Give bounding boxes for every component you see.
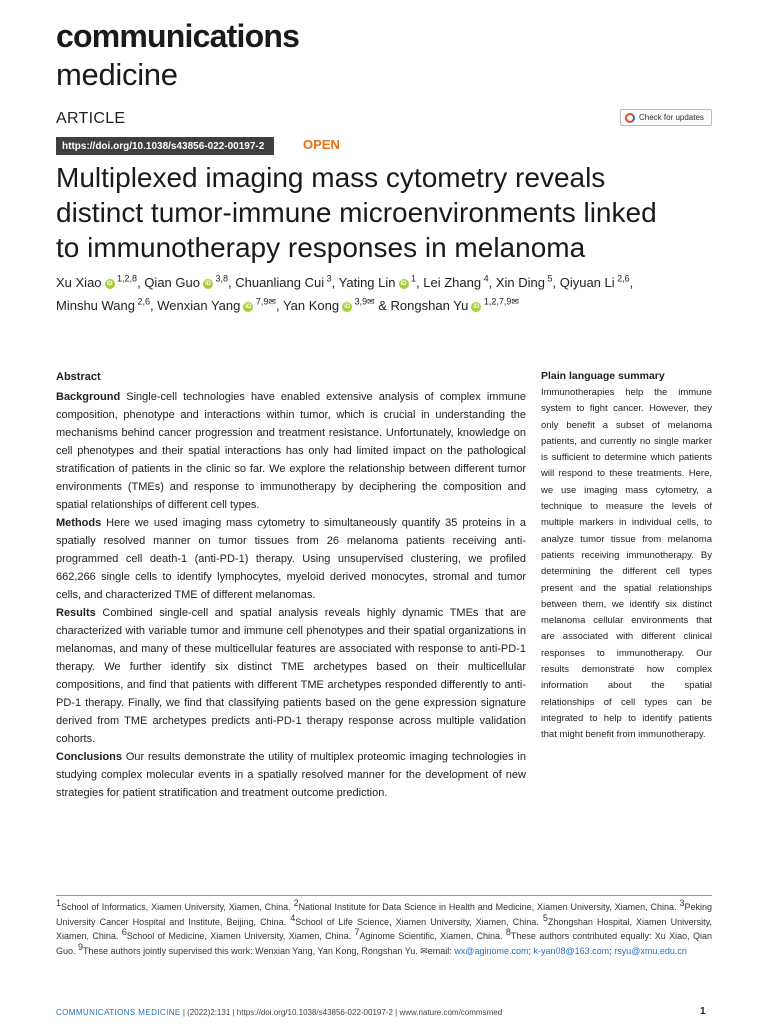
footnote-text: National Institute for Data Science in Health and Medicine, Xiamen University, Xiamen, China. — [298, 902, 680, 912]
open-access-label: OPEN — [303, 137, 340, 152]
title-line: distinct tumor-immune microenvironments linked — [56, 197, 657, 228]
author-list: Xu Xiao iD $^{1,2,8}$, Qian Guo iD $^{3,8}$, Chuanliang Cui $^3$, Yating Lin iD $^1$, Lei Zhang $^4$, Xin Ding $^5$, Qiyuan Li $^{2,6}$, Minshu Wang $^{2,6}$, Wenxian Yang iD $^{7,9✉}$, Yan Kong iD $^{3,9✉}$ & Rongshan Yu iD $^{1,2,7,9✉}$ — [56, 273, 634, 313]
author-name[interactable]: Xu Xiao — [56, 275, 102, 290]
title-line: Multiplexed imaging mass cytometry reveals — [56, 162, 606, 193]
author-affiliation: 1 — [408, 273, 417, 284]
abstract-methods — [56, 514, 526, 604]
orcid-icon[interactable]: iD — [204, 280, 211, 287]
plain-language-summary — [541, 368, 712, 744]
footnote-text: Aginome Scientific, Xiamen, China. — [359, 931, 506, 941]
footnote-number: 7 — [354, 927, 360, 937]
affiliations-footnote: $^1$School of Informatics, Xiamen University, Xiamen, China. $^2$National Institute for Data Science in Health and Medicine, Xiamen University, Xiamen, China. $^3$Peking University Cancer Hospital and Institute, Beijing, China. $^4$School of Life Science, Xiamen University, Xiamen, China. $^5$Zhongshan Hospital, Xiamen University, Xiamen, China. $^6$School of Medicine, Xiamen University, Xiamen, China. $^7$Aginome Scientific, Xiamen, China. $^8$These authors contributed equally: Xu Xiao, Qian Guo. $^9$These authors jointly supervised this work: Wenxian Yang, Yan Kong, Rongshan Yu. ✉email: wx@aginome.com; k-yan08@163.com; rsyu@xmu.edu.cn — [56, 898, 712, 956]
author-name[interactable]: Wenxian Yang — [157, 298, 241, 313]
section-text: Our results demonstrate the utility of multiplex proteomic imaging technologies in studying complex molecular events in a spatially resolved manner for the development of new strategies for patient stratification and treatment outcome prediction. — [56, 751, 526, 799]
email-link[interactable]: rsyu@xmu.edu.cn — [614, 945, 687, 956]
footnote-text: School of Informatics, Xiamen University, Xiamen, China. — [61, 902, 294, 912]
orcid-icon[interactable]: iD — [245, 303, 252, 310]
email-link[interactable]: k-yan08@163.com — [533, 945, 610, 956]
footnote-text: School of Medicine, Xiamen University, Xiamen, China. — [126, 931, 355, 941]
footnote-text: School of Life Science, Xiamen University, Xiamen, China. — [295, 916, 543, 927]
abstract — [56, 368, 526, 802]
doi-link[interactable]: https://doi.org/10.1038/s43856-022-00197-2 — [56, 137, 274, 155]
check-for-updates-label: Check for updates — [639, 113, 704, 122]
author-name[interactable]: Rongshan Yu — [390, 298, 469, 313]
footnote-number: 8 — [505, 927, 511, 937]
author-name[interactable]: Chuanliang Cui — [235, 275, 325, 290]
crossmark-icon — [625, 113, 635, 123]
footer-citation: | (2022)2:131 | https://doi.org/10.1038/s43856-022-00197-2 | www.nature.com/commsmed — [180, 1008, 503, 1017]
abstract-conclusions — [56, 748, 526, 802]
author-name[interactable]: Qiyuan Li — [559, 275, 615, 290]
orcid-icon[interactable]: iD — [400, 280, 407, 287]
author-affiliation: 3 — [324, 273, 332, 284]
check-for-updates-button[interactable] — [620, 109, 712, 126]
abstract-heading: Abstract — [56, 371, 101, 383]
footnote-number: 9 — [78, 941, 84, 952]
email-label: email: — [427, 945, 455, 956]
footnote-text: Zhongshan Hospital, Xiamen University, Xiamen, China. — [56, 916, 712, 941]
article-type: ARTICLE — [56, 110, 126, 127]
title-line: to immunotherapy responses in melanoma — [56, 232, 586, 263]
footnote-number: 1 — [56, 898, 62, 908]
footnote-number: 5 — [542, 912, 548, 923]
author-affiliation: 7,9✉ — [253, 296, 276, 307]
journal-name-line2: medicine — [56, 57, 178, 92]
page-number: 1 — [700, 1006, 706, 1017]
author-name[interactable]: Qian Guo — [144, 275, 200, 290]
section-label: Methods — [56, 517, 102, 529]
author-name[interactable]: Lei Zhang — [423, 275, 482, 290]
section-text: Single-cell technologies have enabled extensive analysis of complex immune composition, phenotype and interactions within tumor, which is crucial in understanding the mechanisms behind cancer progression and treatment resistance. Unfortunately, knowledge on cell phenotypes and their spatial interactions has only had limited impact on the pathological stratification of patients in the clinic so far. We explore the relationship between different tumor environments (TMEs) and response to immunotherapy by deciphering the composition and spatial relationships of different cell types. — [56, 391, 526, 511]
footnote-number: 2 — [293, 898, 299, 908]
footnote-text: These authors contributed equally: Xu Xiao, Qian Guo. — [56, 931, 712, 956]
section-label: Conclusions — [56, 751, 123, 763]
envelope-icon: ✉ — [420, 945, 428, 956]
footnote-divider — [56, 895, 712, 896]
article-title — [56, 160, 736, 265]
author-affiliation: 5 — [544, 273, 553, 284]
abstract-results — [56, 604, 526, 748]
orcid-icon[interactable]: iD — [106, 280, 113, 287]
author-name[interactable]: Yan Kong — [282, 298, 340, 313]
author-name[interactable]: Yating Lin — [338, 275, 396, 290]
page-footer — [56, 1008, 712, 1017]
section-text: Here we used imaging mass cytometry to simultaneously quantify 35 proteins in a spatially resolved manner on tumor tissues from 26 melanoma patients receiving anti-programmed cell death-1 (anti-PD-1) therapy. Using unsupervised clustering, we profiled 662,266 single cells to identify lymphocytes, myeloid derived monocytes, stromal and tumor cells, and characterized TME of different melanomas. — [56, 517, 526, 601]
plain-summary-text: Immunotherapies help the immune system to fight cancer. However, they only benefit a subset of melanoma patients, and currently no single marker is sufficient to determine which patients will respond to these treatments. Here, we use imaging mass cytometry, a technique to measure the levels of multiple markers in individual cells, to analyze tumor tissue from melanoma patients receiving immunotherapy. By determining the different cell types present and the spatial relationships between them, we identify six distinct melanoma cellular environments that are associated with different clinical responses to immunotherapy. Our results demonstrate how complex information about the spatial relationships of cell types can be integrated to help to identify patients that might benefit from immunotherapy. — [541, 387, 712, 741]
section-text: Combined single-cell and spatial analysis reveals highly dynamic TMEs that are characterized with variable tumor and immune cell phenotypes and their spatial organizations in melanomas, and many of these multicellular features are associated with response to anti-PD-1 therapy. We further identify six distinct TME archetypes based on their multicellular compositions, and find that patients with different TME archetypes responded differently to anti-PD-1 therapy. Finally, we find that classifying patients based on the gene expression signature derived from TME archetypes predicts anti-PD-1 therapy response across multiple validation cohorts. — [56, 607, 526, 745]
footnote-text: These authors jointly supervised this work: Wenxian Yang, Yan Kong, Rongshan Yu. — [83, 945, 421, 956]
footer-journal-name: COMMUNICATIONS MEDICINE — [56, 1008, 181, 1017]
author-affiliation: 1,2,7,9✉ — [481, 296, 519, 307]
journal-name-line1: communications — [56, 18, 300, 54]
orcid-icon[interactable]: iD — [344, 303, 351, 310]
footnote-text: Peking University Cancer Hospital and Institute, Beijing, China. — [56, 902, 712, 927]
abstract-background — [56, 388, 526, 514]
author-affiliation: 4 — [481, 273, 489, 284]
email-link[interactable]: wx@aginome.com — [454, 945, 529, 956]
plain-summary-heading: Plain language summary — [541, 370, 665, 382]
section-label: Results — [56, 607, 96, 619]
section-label: Background — [56, 391, 121, 403]
footnote-number: 4 — [290, 912, 296, 923]
author-affiliation: 3,8 — [212, 273, 228, 284]
author-affiliation: 2,6 — [135, 296, 151, 307]
author-name[interactable]: Xin Ding — [495, 275, 545, 290]
author-name[interactable]: Minshu Wang — [56, 298, 135, 313]
footnote-number: 3 — [679, 898, 685, 908]
author-affiliation: 2,6 — [614, 273, 630, 284]
orcid-icon[interactable]: iD — [473, 303, 480, 310]
footnote-number: 6 — [121, 927, 127, 937]
author-affiliation: 1,2,8 — [114, 273, 138, 284]
author-affiliation: 3,9✉ — [352, 296, 375, 307]
